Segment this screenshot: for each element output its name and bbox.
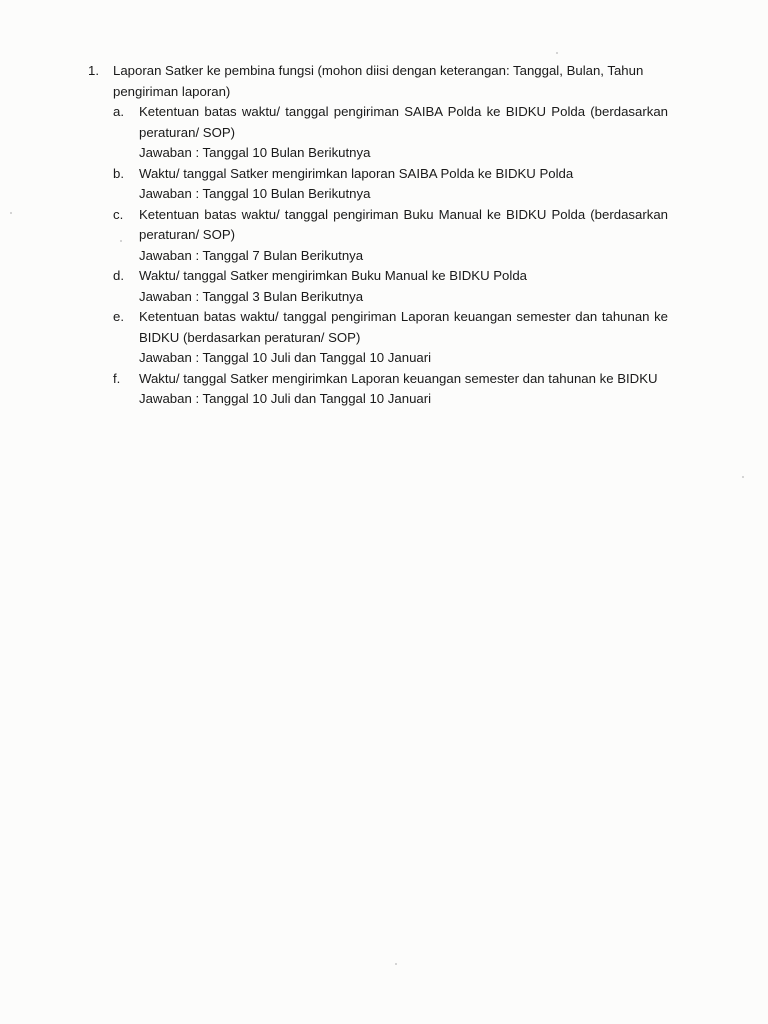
numbered-item — [88, 61, 668, 410]
sub-item-question: Waktu/ tanggal Satker mengirimkan Laporan keuangan semester dan tahunan ke BIDKU — [139, 370, 658, 386]
sub-item-letter: a. — [113, 104, 124, 119]
sub-item-answer: Jawaban : Tanggal 7 Bulan Berikutnya — [139, 247, 364, 263]
item-text: Laporan Satker ke pembina fungsi (mohon diisi dengan keterangan: Tanggal, Bulan, Tahun pengiriman laporan) — [113, 63, 644, 99]
item-content — [113, 61, 668, 410]
document-body — [88, 61, 668, 410]
sub-item-f — [113, 369, 668, 410]
sub-item-answer: Jawaban : Tanggal 10 Bulan Berikutnya — [139, 186, 371, 201]
sub-item-letter: c. — [113, 206, 124, 222]
scan-speck — [395, 963, 397, 965]
sub-item-answer: Jawaban : Tanggal 10 Bulan Berikutnya — [139, 145, 371, 160]
sub-item-b — [113, 164, 668, 205]
scan-speck — [556, 52, 558, 54]
sub-item-c — [113, 205, 668, 267]
sub-item-a — [113, 102, 668, 164]
sub-item-list — [113, 102, 668, 410]
sub-item-question: Waktu/ tanggal Satker mengirimkan Buku Manual ke BIDKU Polda — [139, 268, 527, 283]
sub-item-question: Waktu/ tanggal Satker mengirimkan laporan SAIBA Polda ke BIDKU Polda — [139, 165, 574, 181]
sub-item-letter: b. — [113, 165, 124, 181]
sub-item-question: Ketentuan batas waktu/ tanggal pengiriman Buku Manual ke BIDKU Polda (berdasarkan peraturan/ SOP) — [139, 206, 668, 242]
sub-item-letter: d. — [113, 268, 124, 283]
sub-item-answer: Jawaban : Tanggal 3 Bulan Berikutnya — [139, 288, 364, 304]
sub-item-question: Ketentuan batas waktu/ tanggal pengiriman SAIBA Polda ke BIDKU Polda (berdasarkan peraturan/ SOP) — [139, 104, 668, 140]
sub-item-e — [113, 307, 668, 369]
scan-speck — [10, 212, 12, 214]
sub-item-d — [113, 266, 668, 307]
scan-speck — [742, 476, 744, 478]
sub-item-letter: f. — [113, 370, 121, 386]
sub-item-answer: Jawaban : Tanggal 10 Juli dan Tanggal 10 Januari — [139, 391, 432, 406]
sub-item-answer: Jawaban : Tanggal 10 Juli dan Tanggal 10 Januari — [139, 350, 432, 365]
sub-item-question: Ketentuan batas waktu/ tanggal pengiriman Laporan keuangan semester dan tahunan ke BIDKU (berdasarkan peraturan/ SOP) — [139, 309, 668, 345]
sub-item-letter: e. — [113, 309, 124, 324]
item-number: 1. — [88, 63, 99, 78]
